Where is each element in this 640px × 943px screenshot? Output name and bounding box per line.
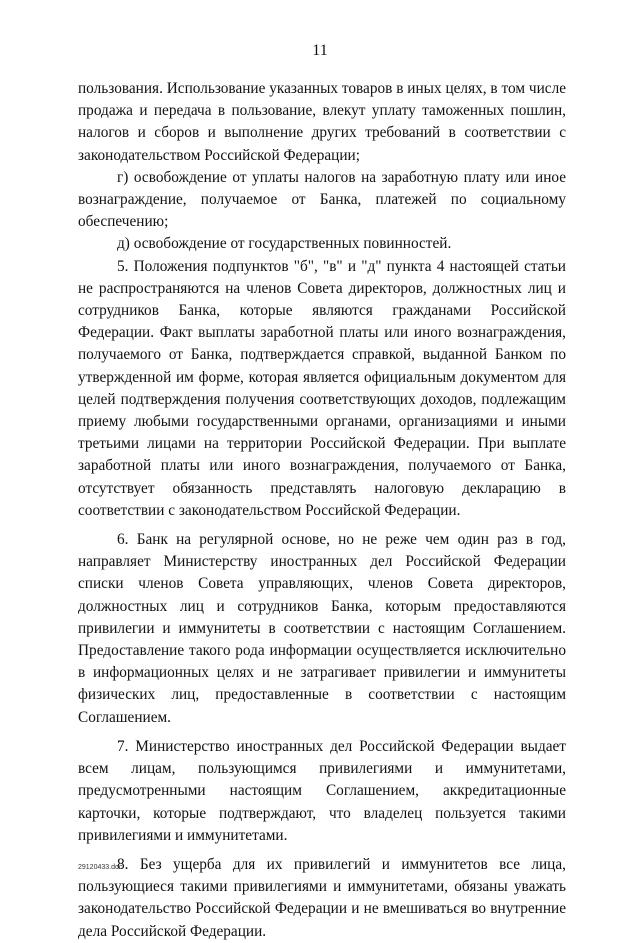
paragraph-continuation: пользования. Использование указанных товаров в иных целях, в том числе продажа и передача в пользование, влекут уплату таможенных пошлин, налогов и сборов и выполнение других требований в соответствии с законодательством Российской Федерации; <box>78 80 566 164</box>
paragraph-subitem-d: д) освобождение от государственных повинностей. <box>117 235 452 253</box>
paragraph-item-6: 6. Банк на регулярной основе, но не реже чем один раз в год, направляет Министерству иностранных дел Российской Федерации списки членов Совета управляющих, членов Совета директоров, должностных лиц и сотрудников Банка, которым предоставляются привилегии и иммунитеты в соответствии с настоящим Соглашением. Предоставление такого рода информации осуществляется исключительно в информационных целях и не затрагивает привилегии и иммунитеты физических лиц, предоставленные в соответствии с настоящим Соглашением. <box>78 531 566 726</box>
paragraph-subitem-g: г) освобождение от уплаты налогов на заработную плату или иное вознаграждение, получаемое от Банка, платежей по социальному обеспечению; <box>78 168 566 231</box>
document-id-footer: 29120433.doc <box>78 864 123 871</box>
paragraph-item-7: 7. Министерство иностранных дел Российской Федерации выдает всем лицам, пользующимся привилегиями и иммунитетами, предусмотренными настоящим Соглашением, аккредитационные карточки, которые подтверждают, что владелец пользуется такими привилегиями и иммунитетами. <box>78 737 566 844</box>
paragraph-item-5: 5. Положения подпунктов "б", "в" и "д" пункта 4 настоящей статьи не распространяются на членов Совета директоров, должностных лиц и сотрудников Банка, которые являются гражданами Российской Федерации. Факт выплаты заработной платы или иного вознаграждения, получаемого от Банка, подтверждается справкой, выданной Банком по утвержденной им форме, которая является официальным документом для целей подтверждения получения соответствующих доходов, подлежащим приему любыми государственными органами, организациями и иными третьими лицами на территории Российской Федерации. При выплате заработной платы или иного вознаграждения, получаемого от Банка, отсутствует обязанность представлять налоговую декларацию в соответствии с законодательством Российской Федерации. <box>78 257 566 519</box>
document-body <box>78 78 566 943</box>
paragraph-item-8: 8. Без ущерба для их привилегий и иммунитетов все лица, пользующиеся такими привилегиями и иммунитетами, обязаны уважать законодательство Российской Федерации и не вмешиваться во внутренние дела Российской Федерации. <box>78 855 566 940</box>
page-number: 11 <box>312 42 328 59</box>
